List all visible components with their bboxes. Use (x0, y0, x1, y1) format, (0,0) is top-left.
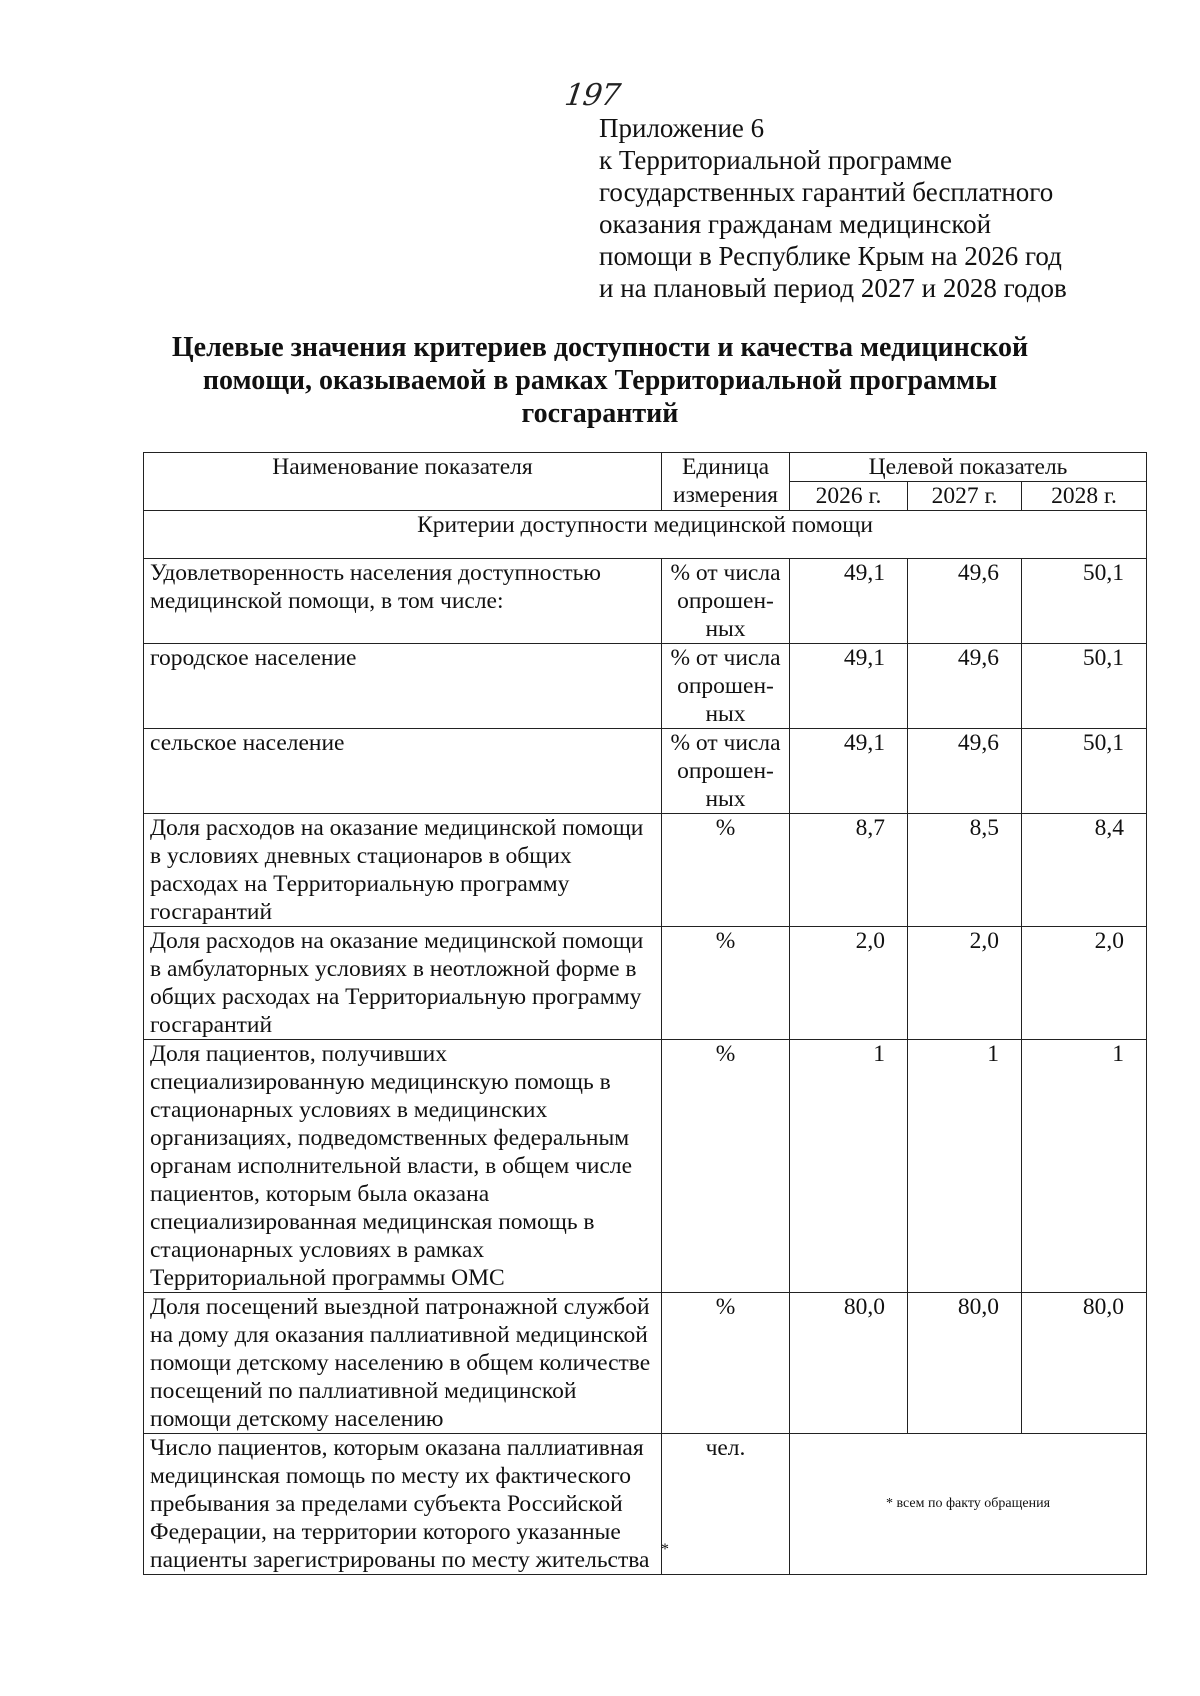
table-row (144, 927, 1147, 1040)
footnote-asterisk: * (661, 1541, 669, 1558)
row-value-2026: 8,7 (790, 814, 908, 927)
table-row (144, 1293, 1147, 1434)
row-name (144, 1434, 669, 1575)
row-name: Доля расходов на оказание медицинской помощи в амбулаторных условиях в неотложной форме в общих расходах на Территориальную программу госгарантий (144, 927, 662, 1040)
row-value-2026: 49,1 (790, 729, 908, 814)
row-name: Удовлетворенность населения доступностью медицинской помощи, в том числе: (144, 559, 662, 644)
row-value-2027: 49,6 (908, 644, 1022, 729)
handwritten-page-number: 197 (562, 78, 622, 113)
annex-line: государственных гарантий бесплатного (599, 177, 1054, 207)
row-value-2027: 49,6 (908, 559, 1022, 644)
row-name: городское население (144, 644, 662, 729)
row-value-2027: 49,6 (908, 729, 1022, 814)
row-value-2028: 50,1 (1022, 559, 1147, 644)
row-name: Доля посещений выездной патронажной службой на дому для оказания паллиативной медицинской помощи детскому населению в общем количестве посещений по паллиативной медицинской помощи детскому населению (144, 1293, 662, 1434)
row-unit: % от числа опрошен-ных (662, 729, 790, 814)
row-value-2028: 80,0 (1022, 1293, 1147, 1434)
annex-line: помощи в Республике Крым на 2026 год (599, 241, 1062, 271)
row-unit: % (662, 927, 790, 1040)
row-value-2027: 2,0 (908, 927, 1022, 1040)
annex-header (599, 112, 1067, 304)
row-value-2028: 50,1 (1022, 729, 1147, 814)
row-unit: % от числа опрошен-ных (662, 559, 790, 644)
row-value-2026: 2,0 (790, 927, 908, 1040)
row-value-2027: 1 (908, 1040, 1022, 1293)
criteria-table (143, 452, 1147, 1575)
table-row (144, 644, 1147, 729)
row-note: * всем по факту обращения (790, 1434, 1147, 1575)
header-year-2026: 2026 г. (790, 482, 908, 511)
row-name: сельское население (144, 729, 662, 814)
row-value-2027: 8,5 (908, 814, 1022, 927)
header-unit: Единица измерения (662, 453, 790, 511)
row-value-2028: 2,0 (1022, 927, 1147, 1040)
section-row (144, 511, 1147, 559)
row-value-2028: 8,4 (1022, 814, 1147, 927)
table-row (144, 559, 1147, 644)
section-title: Критерии доступности медицинской помощи (144, 511, 1147, 559)
table-row (144, 729, 1147, 814)
row-name-text: Число пациентов, которым оказана паллиативная медицинская помощь по месту их фактического пребывания за пределами субъекта Российской Федерации, на территории которого указанные пациенты зарегистрированы по месту жительства (150, 1435, 650, 1573)
row-unit: % от числа опрошен-ных (662, 644, 790, 729)
row-name: Доля пациентов, получивших специализированную медицинскую помощь в стационарных условиях в медицинских организациях, подведомственных федеральным органам исполнительной власти, в общем числе пациентов, которым была оказана специализированная медицинская помощь в стационарных условиях в рамках Территориальной программы ОМС (144, 1040, 662, 1293)
row-value-2028: 1 (1022, 1040, 1147, 1293)
row-unit: % (662, 814, 790, 927)
table-row (144, 1040, 1147, 1293)
table-row-last (144, 1434, 1147, 1575)
header-year-2027: 2027 г. (908, 482, 1022, 511)
title-line: Целевые значения критериев доступности и качества медицинской (171, 332, 1029, 363)
annex-line: к Территориальной программе (599, 145, 952, 175)
header-target: Целевой показатель (790, 453, 1147, 482)
row-unit: % (662, 1040, 790, 1293)
row-value-2026: 1 (790, 1040, 908, 1293)
row-value-2026: 80,0 (790, 1293, 908, 1434)
table-row (144, 814, 1147, 927)
row-value-2028: 50,1 (1022, 644, 1147, 729)
row-unit: чел. (662, 1434, 790, 1575)
annex-line: Приложение 6 (599, 113, 765, 143)
header-row (144, 453, 1147, 482)
header-year-2028: 2028 г. (1022, 482, 1147, 511)
title-line: помощи, оказываемой в рамках Территориальной программы (202, 365, 998, 396)
title-line: госгарантий (521, 398, 679, 429)
row-value-2026: 49,1 (790, 644, 908, 729)
row-value-2026: 49,1 (790, 559, 908, 644)
row-name: Доля расходов на оказание медицинской помощи в условиях дневных стационаров в общих расходах на Территориальную программу госгарантий (144, 814, 662, 927)
header-name: Наименование показателя (144, 453, 662, 511)
annex-line: и на плановый период 2027 и 2028 годов (599, 273, 1067, 303)
row-unit: % (662, 1293, 790, 1434)
annex-line: оказания гражданам медицинской (599, 209, 992, 239)
document-title (150, 331, 1050, 430)
row-value-2027: 80,0 (908, 1293, 1022, 1434)
